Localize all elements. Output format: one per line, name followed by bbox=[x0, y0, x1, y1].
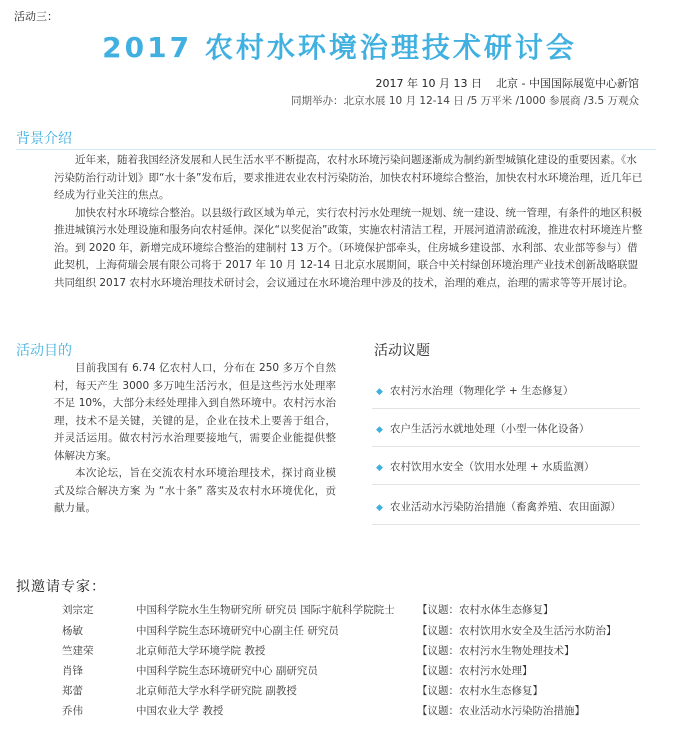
diamond-bullet-icon: ◆ bbox=[376, 425, 383, 435]
expert-topic: 【议题：农村饮用水安全及生活污水防治】 bbox=[417, 625, 617, 637]
diamond-bullet-icon: ◆ bbox=[376, 387, 383, 397]
topic-divider bbox=[372, 446, 640, 447]
topic-item bbox=[376, 383, 638, 398]
expert-name: 乔伟 bbox=[62, 705, 83, 717]
concurrent-event-note: 同期举办：北京水展 10 月 12-14 日 /5 万平米 /1000 参展商 /3.5 万观众 bbox=[291, 95, 639, 107]
expert-affiliation: 中国科学院生态环境研究中心副主任 研究员 bbox=[136, 625, 339, 637]
expert-topic: 【议题：农业活动水污染防治措施】 bbox=[417, 705, 585, 717]
topic-item-label: 农业活动水污染防治措施（畜禽养殖、农田面源） bbox=[390, 501, 621, 513]
aim-paragraph: 本次论坛，旨在交流农村水环境治理技术，探讨商业模式及综合解决方案 为 “水十条” 落实及农村水环境优化，贡献力量。 bbox=[54, 467, 336, 514]
expert-row bbox=[0, 623, 679, 643]
expert-affiliation: 北京师范大学水科学研究院 副教授 bbox=[136, 685, 297, 697]
diamond-bullet-icon: ◆ bbox=[376, 463, 383, 473]
event-date: 2017 年 10 月 13 日 bbox=[375, 77, 483, 90]
expert-name: 郑蕾 bbox=[62, 685, 83, 697]
topics-heading: 活动议题 bbox=[374, 343, 430, 359]
diamond-bullet-icon: ◆ bbox=[376, 503, 383, 513]
expert-affiliation: 北京师范大学环境学院 教授 bbox=[136, 645, 266, 657]
expert-row bbox=[0, 643, 679, 663]
topic-item-label: 农村饮用水安全（饮用水处理 + 水质监测） bbox=[390, 461, 595, 473]
page-title: 2017 农村水环境治理技术研讨会 bbox=[102, 31, 577, 64]
aim-heading: 活动目的 bbox=[16, 343, 72, 359]
expert-row bbox=[0, 703, 679, 723]
background-paragraph: 加快农村水环境综合整治。以县级行政区域为单元，实行农村污水处理统一规划、统一建设、统一管理，有条件的地区积极推进城镇污水处理设施和服务向农村延伸。深化“以奖促治”政策，实施农村清洁工程，开展河道清淤疏浚，推进农村环境连片整治。到 2020 年，新增完成环境综合整治的建制村 13 万个。（环境保护部牵头，住房城乡建设部、水利部、农业部等参与）借此契机，上海荷瑞会展有限公司将于 2017 年 10 月 12-14 日北京水展期间，联合中关村绿创环境治理产业技术创新战略联盟共同组织 2017 农村水环境治理技术研讨会，会议通过在水环境治理中涉及的技术，治理的难点，治理的需求等等开展讨论。 bbox=[54, 206, 643, 289]
expert-affiliation: 中国科学院生态环境研究中心 副研究员 bbox=[136, 665, 318, 677]
expert-affiliation: 中国科学院水生生物研究所 研究员 国际宇航科学院院士 bbox=[136, 604, 395, 616]
expert-name: 竺建荣 bbox=[62, 645, 94, 657]
expert-name: 刘宗定 bbox=[62, 604, 94, 616]
experts-heading: 拟邀请专家： bbox=[16, 579, 106, 595]
expert-topic: 【议题：农村污水生物处理技术】 bbox=[417, 645, 575, 657]
topic-divider bbox=[372, 524, 640, 525]
topic-item-label: 农村污水治理（物理化学 + 生态修复） bbox=[390, 385, 574, 397]
aim-paragraph: 目前我国有 6.74 亿农村人口，分布在 250 多万个自然村，每天产生 3000 多万吨生活污水，但是这些污水处理率不足 10%，大部分未经处理排入到自然环境中。农村污水治理，技术不是关键，关键的是，企业在技术上要善于组合，并灵活运用。做农村污水治理要接地气，需要企业能提供整体解决方案。 bbox=[54, 362, 336, 462]
expert-name: 肖锋 bbox=[62, 665, 83, 677]
event-location: 北京 - 中国国际展览中心新馆 bbox=[496, 77, 639, 90]
expert-topic: 【议题：农村污水处理】 bbox=[417, 665, 533, 677]
aim-text bbox=[54, 360, 336, 518]
expert-topic: 【议题：农村水体生态修复】 bbox=[417, 604, 554, 616]
topic-item bbox=[376, 499, 638, 514]
expert-row bbox=[0, 602, 679, 622]
background-divider bbox=[16, 149, 656, 150]
expert-affiliation: 中国农业大学 教授 bbox=[136, 705, 224, 717]
expert-topic: 【议题：农村水生态修复】 bbox=[417, 685, 543, 697]
topic-item-label: 农户生活污水就地处理（小型一体化设备） bbox=[390, 423, 590, 435]
activity-label: 活动三： bbox=[14, 10, 58, 23]
expert-name: 杨敏 bbox=[62, 625, 83, 637]
background-heading: 背景介绍 bbox=[16, 131, 72, 147]
event-date-location bbox=[376, 75, 639, 91]
expert-row bbox=[0, 683, 679, 703]
topic-item bbox=[376, 421, 638, 436]
expert-row bbox=[0, 663, 679, 683]
topic-item bbox=[376, 459, 638, 474]
background-text bbox=[54, 152, 646, 292]
topic-divider bbox=[372, 484, 640, 485]
topic-divider bbox=[372, 408, 640, 409]
background-paragraph: 近年来，随着我国经济发展和人民生活水平不断提高，农村水环境污染问题逐渐成为制约新型城镇化建设的重要因素。《水污染防治行动计划》即“水十条”发布后，要求推进农业农村污染防治，加快农村环境综合整治，加快农村水环境治理，近几年已经成为行业关注的焦点。 bbox=[54, 154, 643, 201]
